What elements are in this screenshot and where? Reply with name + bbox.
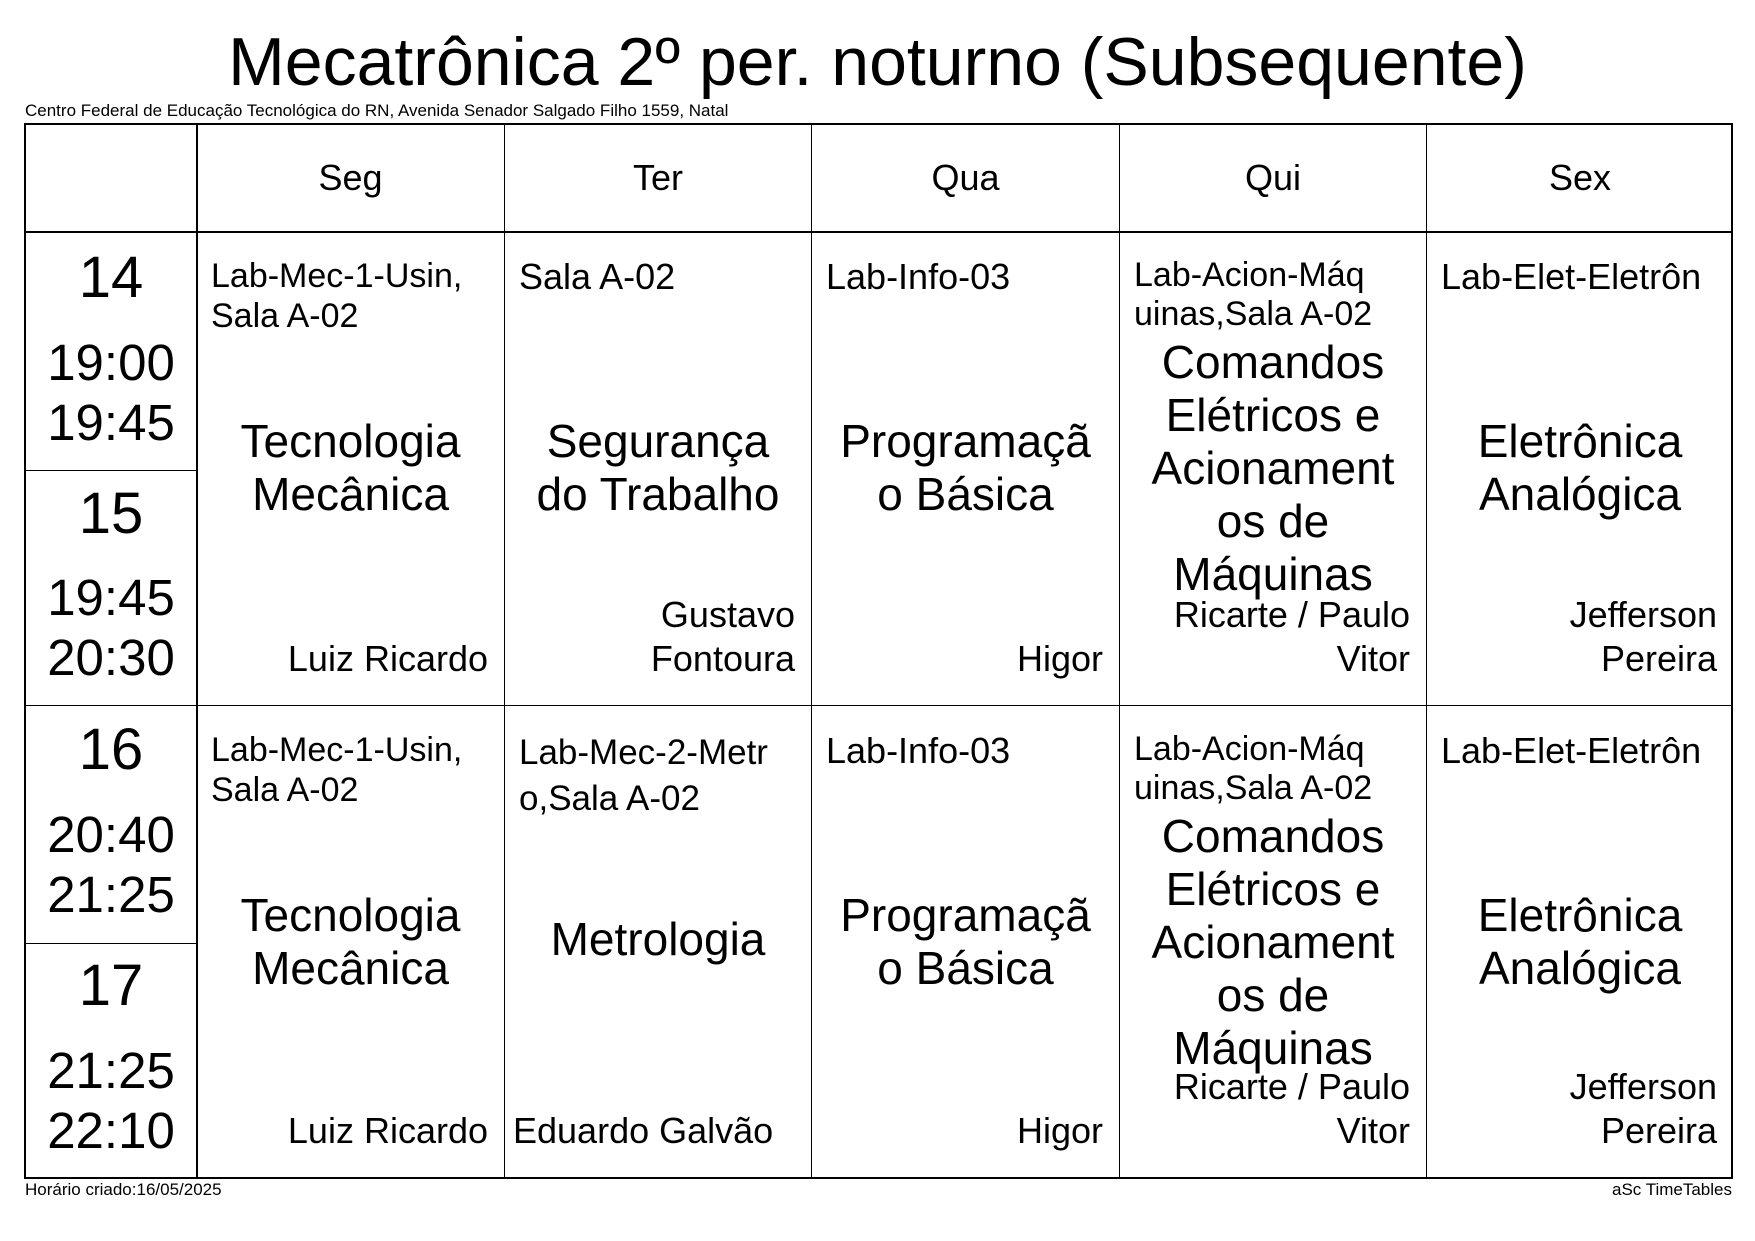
day-header-sex: Sex (1548, 157, 1612, 198)
period-number: 15 (78, 481, 144, 546)
lesson-room: Lab-Mec-1-Usin, Sala A-02 (211, 731, 463, 809)
period-start-time: 19:00 (47, 334, 175, 391)
lesson-cell-ter-block1[interactable] (505, 232, 811, 705)
software-credit: aSc TimeTables (1612, 1180, 1732, 1199)
lesson-subject: Programaçã o Básica (840, 889, 1091, 994)
lesson-room: Lab-Elet-Eletrôn (1441, 730, 1702, 771)
period-number: 16 (78, 717, 144, 782)
lesson-teacher: Luiz Ricardo (287, 638, 488, 679)
lesson-room: Lab-Mec-2-Metr o,Sala A-02 (519, 733, 768, 818)
timetable-title: Mecatrônica 2º per. noturno (Subsequente) (228, 24, 1527, 100)
lesson-cell-qui-block2[interactable] (1120, 706, 1426, 1177)
period-start-time: 20:40 (47, 806, 175, 863)
period-end-time: 22:10 (47, 1102, 175, 1159)
lesson-subject: Tecnologia Mecânica (240, 889, 461, 994)
lesson-subject: Metrologia (550, 913, 766, 965)
lesson-teacher: Luiz Ricardo (287, 1110, 488, 1151)
lesson-cell-qua-block2[interactable] (812, 706, 1119, 1177)
institution-address: Centro Federal de Educação Tecnológica do RN, Avenida Senador Salgado Filho 1559, Natal (25, 101, 729, 120)
lesson-room: Lab-Acion-Máq uinas,Sala A-02 (1134, 256, 1373, 333)
day-header-ter: Ter (632, 157, 683, 198)
lesson-cell-ter-block2[interactable] (505, 706, 811, 1177)
timetable-grid (24, 123, 1733, 1179)
lesson-cell-sex-block1[interactable] (1427, 232, 1733, 705)
lesson-room: Sala A-02 (519, 256, 676, 297)
lesson-teacher: Higor (1016, 638, 1103, 679)
lesson-subject: Programaçã o Básica (840, 415, 1091, 520)
lesson-cell-qui-block1[interactable] (1120, 232, 1426, 705)
period-number: 14 (78, 245, 144, 310)
lesson-room: Lab-Info-03 (826, 730, 1011, 771)
lesson-teacher: Ricarte / Paulo Vitor (1173, 594, 1410, 679)
lesson-teacher: Eduardo Galvão (513, 1110, 774, 1151)
lesson-teacher: Ricarte / Paulo Vitor (1173, 1066, 1410, 1151)
lesson-cell-seg-block2[interactable] (197, 706, 504, 1177)
period-end-time: 21:25 (47, 866, 175, 923)
lesson-teacher: Jefferson Pereira (1569, 1066, 1717, 1151)
day-header-qua: Qua (931, 157, 1000, 198)
lesson-subject: Tecnologia Mecânica (240, 415, 461, 520)
lesson-room: Lab-Acion-Máq uinas,Sala A-02 (1134, 730, 1373, 807)
day-header-seg: Seg (318, 157, 383, 198)
period-start-time: 19:45 (47, 569, 175, 626)
lesson-subject: Eletrônica Analógica (1477, 889, 1683, 994)
day-header-qui: Qui (1244, 157, 1302, 198)
period-start-time: 21:25 (47, 1042, 175, 1099)
lesson-room: Lab-Info-03 (826, 256, 1011, 297)
lesson-subject: Comandos Elétricos e Acionament os de Máquinas (1151, 810, 1395, 1074)
lesson-teacher: Gustavo Fontoura (650, 594, 795, 679)
lesson-room: Lab-Elet-Eletrôn (1441, 256, 1702, 297)
period-divider (26, 943, 196, 944)
lesson-subject: Segurança do Trabalho (536, 415, 780, 520)
period-number: 17 (78, 953, 144, 1018)
lesson-teacher: Higor (1016, 1110, 1103, 1151)
lesson-subject: Eletrônica Analógica (1477, 415, 1683, 520)
lesson-teacher: Jefferson Pereira (1569, 594, 1717, 679)
period-end-time: 20:30 (47, 629, 175, 686)
lesson-room: Lab-Mec-1-Usin, Sala A-02 (211, 257, 463, 335)
lesson-cell-qua-block1[interactable] (812, 232, 1119, 705)
lesson-subject: Comandos Elétricos e Acionament os de Máquinas (1151, 336, 1395, 600)
lesson-cell-sex-block2[interactable] (1427, 706, 1733, 1177)
lesson-cell-seg-block1[interactable] (197, 232, 504, 705)
created-date: Horário criado:16/05/2025 (25, 1180, 222, 1199)
period-end-time: 19:45 (47, 394, 175, 451)
period-divider (26, 470, 196, 471)
